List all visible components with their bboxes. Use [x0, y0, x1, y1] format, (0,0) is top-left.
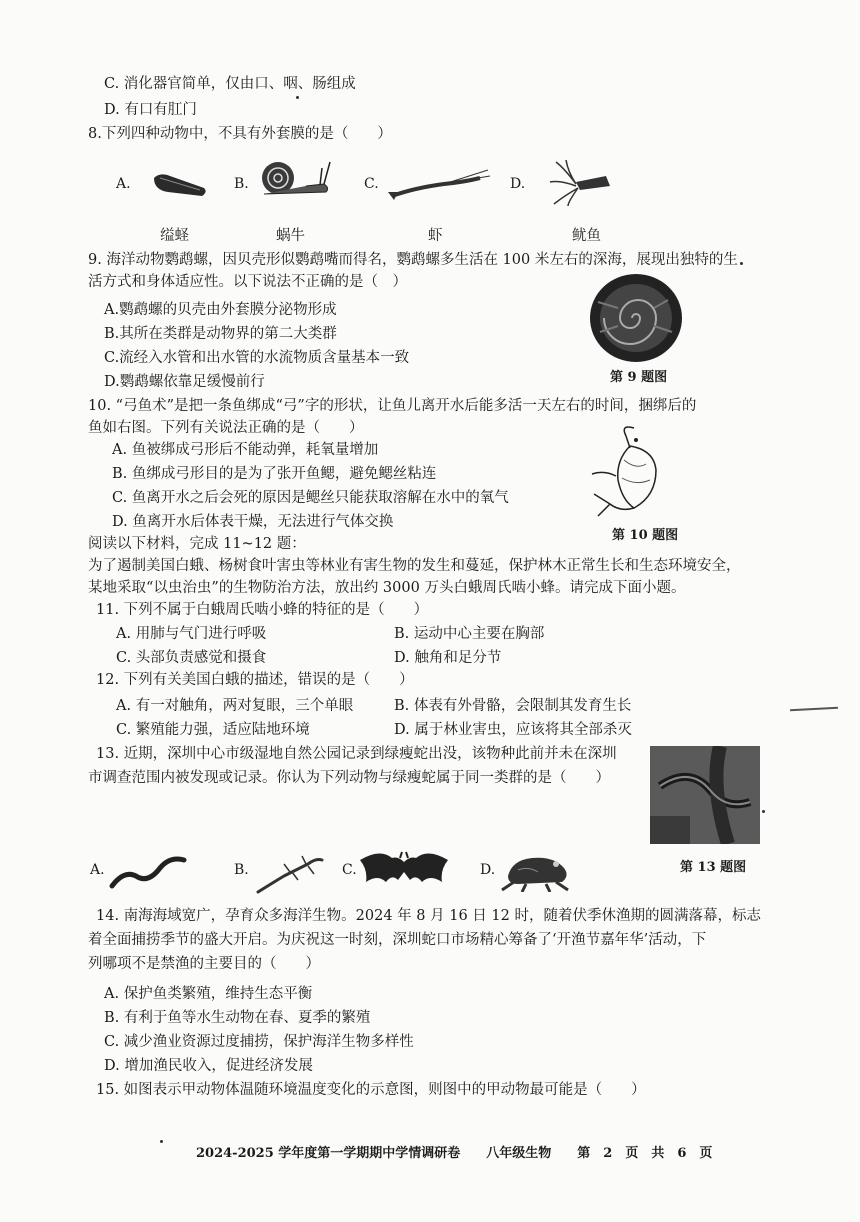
reading-intro: 阅读以下材料，完成 11~12 题：	[88, 536, 306, 552]
q10-option-d: D. 鱼离开水后体表干燥，无法进行气体交换	[112, 514, 394, 530]
q14-option-a: A. 保护鱼类繁殖，维持生态平衡	[104, 986, 313, 1002]
q12-option-b: B. 体表有外骨骼，会限制其发育生长	[394, 698, 632, 714]
q9-option-b: B.其所在类群是动物界的第二大类群	[104, 326, 337, 342]
q10-option-b: B. 鱼绑成弓形目的是为了张开鱼鳃，避免鳃丝粘连	[112, 466, 437, 482]
bat-icon	[358, 842, 450, 892]
q8-label-b: B.	[234, 176, 249, 192]
q12-stem: 12. 下列有关美国白蛾的描述，错误的是（ ）	[96, 672, 414, 688]
q8-stem: 8.下列四种动物中，不具有外套膜的是（ ）	[88, 126, 392, 142]
q10-figure-caption: 第 10 题图	[612, 528, 679, 543]
q8-name-a: 缢蛏	[160, 228, 189, 244]
q13-label-a: A.	[90, 862, 105, 878]
q8-label-d: D.	[510, 176, 526, 192]
q7-option-c: C. 消化器官简单，仅由口、咽、肠组成	[104, 76, 356, 92]
q8-label-c: C.	[364, 176, 379, 192]
q8-name-b: 蜗牛	[276, 228, 305, 244]
q8-name-c: 虾	[428, 228, 443, 244]
q14-option-b: B. 有利于鱼等水生动物在春、夏季的繁殖	[104, 1010, 371, 1026]
green-snake-photo	[650, 746, 760, 844]
q11-option-a: A. 用肺与气门进行呼吸	[116, 626, 267, 642]
scan-speck	[160, 1140, 163, 1143]
q9-option-c: C.流经入水管和出水管的水流物质含量基本一致	[104, 350, 410, 366]
frog-icon	[498, 846, 574, 892]
q11-option-c: C. 头部负责感觉和摄食	[116, 650, 267, 666]
q9-stem-line2: 活方式和身体适应性。以下说法不正确的是（ ）	[88, 274, 407, 290]
q8-name-d: 鱿鱼	[572, 228, 601, 244]
lizard-icon	[254, 848, 326, 894]
q14-stem-line1: 14. 南海海域宽广，孕育众多海洋生物。2024 年 8 月 16 日 12 时，随着伏季休渔期的圆满落幕，标志	[96, 908, 761, 924]
q14-option-d: D. 增加渔民收入，促进经济发展	[104, 1058, 313, 1074]
razor-clam-icon	[150, 170, 210, 200]
q14-stem-line2: 着全面捕捞季节的盛大开启。为庆祝这一时刻，深圳蛇口市场精心筹备了‘开渔节嘉年华’活动，下	[88, 932, 707, 948]
bowed-fish-drawing	[590, 420, 670, 520]
q15-stem: 15. 如图表示甲动物体温随环境温度变化的示意图，则图中的甲动物最可能是（ ）	[96, 1082, 646, 1098]
q10-option-a: A. 鱼被绑成弓形后不能动弹，耗氧量增加	[112, 442, 379, 458]
q10-option-c: C. 鱼离开水之后会死的原因是鳃丝只能获取溶解在水中的氧气	[112, 490, 509, 506]
q14-stem-line3: 列哪项不是禁渔的主要目的（ ）	[88, 956, 320, 972]
squid-icon	[546, 158, 616, 208]
reading-paragraph-line1: 为了遏制美国白蛾、杨树食叶害虫等林业有害生物的发生和蔓延，保护林木正常生长和生态环境安全，	[88, 558, 741, 574]
q11-option-d: D. 触角和足分节	[394, 650, 502, 666]
q13-figure-caption: 第 13 题图	[680, 860, 747, 875]
page-footer: 2024-2025 学年度第一学期期中学情调研卷 八年级生物 第 2 页 共 6 页	[196, 1146, 713, 1161]
nautilus-photo	[588, 272, 684, 364]
q9-option-a: A.鹦鹉螺的贝壳由外套膜分泌物形成	[104, 302, 337, 318]
q9-option-d: D.鹦鹉螺依靠足缓慢前行	[104, 374, 265, 390]
q13-label-b: B.	[234, 862, 249, 878]
q13-label-d: D.	[480, 862, 496, 878]
q12-option-a: A. 有一对触角，两对复眼，三个单眼	[116, 698, 354, 714]
scan-speck	[740, 262, 743, 265]
q11-option-b: B. 运动中心主要在胸部	[394, 626, 545, 642]
shrimp-icon	[384, 168, 494, 202]
scan-speck	[296, 96, 299, 99]
scan-mark	[790, 707, 838, 712]
q10-stem-line1: 10. “弓鱼术”是把一条鱼绑成“弓”字的形状，让鱼儿离开水后能多活一天左右的时间，捆绑后的	[88, 398, 697, 414]
q9-stem-line1: 9. 海洋动物鹦鹉螺，因贝壳形似鹦鹉嘴而得名，鹦鹉螺多生活在 100 米左右的深海，展现出独特的生	[88, 252, 738, 268]
q14-option-c: C. 减少渔业资源过度捕捞，保护海洋生物多样性	[104, 1034, 414, 1050]
reading-paragraph-line2: 某地采取“以虫治虫”的生物防治方法，放出约 3000 万头白蛾周氏啮小蜂。请完成下面小题。	[88, 580, 686, 596]
q12-option-c: C. 繁殖能力强，适应陆地环境	[116, 722, 310, 738]
q12-option-d: D. 属于林业害虫，应该将其全部杀灭	[394, 722, 632, 738]
q13-label-c: C.	[342, 862, 357, 878]
q7-option-d: D. 有口有肛门	[104, 102, 197, 118]
snail-icon	[256, 158, 336, 200]
q10-stem-line2: 鱼如右图。下列有关说法正确的是（ ）	[88, 420, 364, 436]
q8-label-a: A.	[116, 176, 131, 192]
eel-icon	[108, 846, 188, 892]
scan-speck	[762, 810, 765, 813]
q13-stem-line1: 13. 近期，深圳中心市级湿地自然公园记录到绿瘦蛇出没，该物种此前并未在深圳	[96, 746, 617, 762]
q9-figure-caption: 第 9 题图	[610, 370, 668, 385]
q13-stem-line2: 市调查范围内被发现或记录。你认为下列动物与绿瘦蛇属于同一类群的是（ ）	[88, 770, 610, 786]
q11-stem: 11. 下列不属于白蛾周氏啮小蜂的特征的是（ ）	[96, 602, 429, 618]
